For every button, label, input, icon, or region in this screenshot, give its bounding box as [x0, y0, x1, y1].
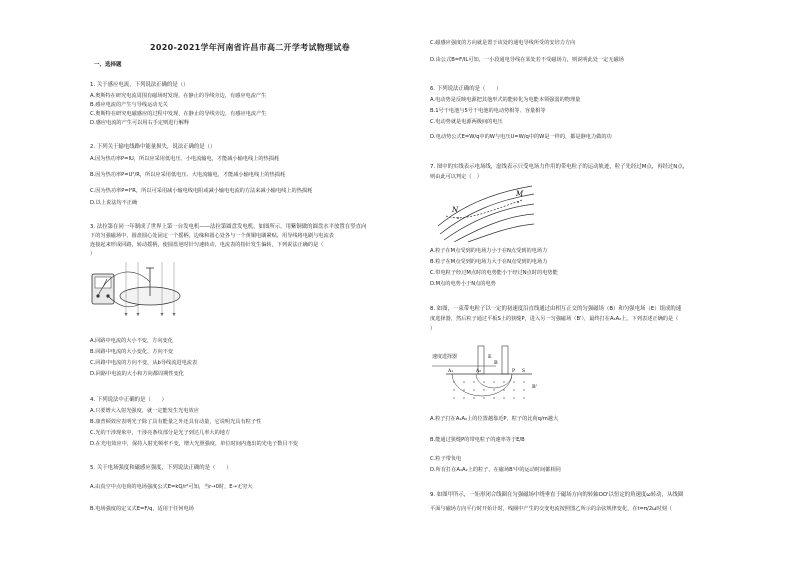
q1-option-a: A.奥斯特在研究电流周围有磁场时发现，在静止的导线旁边，有感应电流产生: [90, 93, 267, 99]
electric-field-lines-figure: [434, 182, 538, 242]
faraday-disc-figure: [90, 258, 190, 320]
point-m-label: M: [516, 190, 524, 198]
question-1-stem: 1. 关于感应电流，下列说法正确的是（）: [90, 82, 189, 88]
q2-option-c: C.因为热功率P=I²R，所以可采用减小输电线电阻或减小输电电流的方法来减小输电线上的热损耗: [90, 188, 313, 194]
question-9-line-2: 平面与磁场方向平行时开始计时，线圈中产生的交变电流按照图乙所示的余弦规律变化，在t=π/2ω时刻（: [430, 506, 672, 512]
q3-option-a: A.回路中电流的大小不变，方向变化: [90, 338, 173, 344]
q1-option-b: B.感应电流的产生与导线运动无关: [90, 102, 168, 108]
q5-option-a: A.由真空中点电荷的电场强度公式E=kQ/r²可知，当r→0时，E→无穷大: [90, 484, 253, 490]
q3-option-c: C.回路中电流的方向不变，从b导线流进电流表: [90, 360, 198, 366]
q3-option-d: D.回路中电流的大小和方向都周期性变化: [90, 371, 184, 377]
q2-option-d: D.以上说法均不正确: [90, 200, 138, 206]
section-heading: 一、选择题: [94, 62, 122, 68]
svg-text:A₂: A₂: [476, 369, 482, 374]
q6-option-b: B.1号干电池与5号干电池的电动势相等、容量相等: [430, 108, 546, 114]
point-n-label: N: [452, 206, 459, 214]
svg-text:P: P: [512, 369, 516, 374]
question-3-line-4: ）: [90, 251, 96, 257]
q7-option-b: B.粒子在M点受到的电场力大于在N点受到的电场力: [430, 259, 548, 265]
question-7-line-2: 则由此可以判定（ ）: [430, 174, 482, 180]
q5-option-d: D.由公式B=F/IL可知，一小段通电导线在某处若不受磁场力，则说明此处一定无磁场: [430, 57, 624, 63]
q4-option-c: C.光的干涉现象中，干涉亮条纹部分是光子到达几率大的地方: [90, 430, 231, 436]
q7-option-c: C.带电粒子经过M点时的电势能小于经过N点时的电势能: [430, 270, 558, 276]
svg-text:B: B: [494, 360, 498, 366]
question-6-stem: 6. 下列说法正确的是（ ）: [430, 86, 502, 92]
q2-option-b: B.因为热功率P=U²/R，所以应采用低电压、大电流输电，才能减小输电线上的热损耗: [90, 172, 286, 178]
q8-option-c: C.粒子带负电: [430, 456, 462, 462]
question-3-line-2: 下的匀强磁场中，圆盘圆心处固定一个摇柄，边缘和圆心处各与一个黄铜电刷紧贴，用导线将电刷与电流表: [90, 233, 334, 239]
question-3-line-3: 连接起来形成回路，转动摇柄，使圆盘逆时针匀速转动，电流表的指针发生偏转，下列说法正确的是（: [90, 242, 324, 248]
question-5-stem: 5. 关于电场强度和磁感应强度，下列说法正确的是（ ）: [90, 465, 232, 471]
q4-option-b: B.康普顿效应表明光子除了具有能量之外还具有动量，它说明光具有粒子性: [90, 419, 262, 425]
mass-spectrometer-figure: [432, 342, 544, 406]
svg-text:E: E: [488, 354, 492, 360]
q8-option-d: D.所有打在A₁A₂上的粒子，在磁场B'中的运动时间都相同: [430, 467, 561, 473]
q6-option-c: C.电动势就是电源两极间的电压: [430, 119, 503, 125]
question-4-stem: 4. 下列说法中正确的是（ ）: [90, 397, 167, 403]
q8-option-b: B.能通过狭缝P的带电粒子的速率等于E/B: [430, 437, 525, 443]
question-8-line-2: 度选择器，然后粒子通过平板S上的狭缝P，进入另一匀强磁场（B'），最终打在A₁A₂上。下列表述正确的是（: [430, 316, 679, 322]
question-9-line-1: 9. 如图甲所示，一矩形闭合线圈在匀强磁场中绕垂直于磁场方向的转轴OO'以恒定的角速度ω转动，从线圈: [430, 492, 684, 498]
q2-option-a: A.因为热功率P=IU，所以应采用低电压、小电流输电，才能减小输电线上的热损耗: [90, 156, 280, 162]
q7-option-a: A.粒子在M点受到的电场力小于在N点受到的电场力: [430, 248, 548, 254]
q4-option-d: D.在光电效应中，保持入射光频率不变，增大光照强度，单位时间内逸出的光电子数目不变: [90, 441, 298, 447]
q1-option-c: C.奥斯特在研究电磁感应的过程中发现，在静止的导线旁边，有感应电流产生: [90, 111, 267, 117]
svg-text:A₁: A₁: [448, 369, 454, 374]
q5-option-b: B.电场强度的定义式E=F/q，适用于任何电场: [90, 506, 194, 512]
question-3-line-1: 3. 法拉第在同一年制成了世界上第一台发电机——法拉第圆盘发电机，如图所示，用紫铜做的圆盘水平放置在竖直向: [90, 224, 367, 230]
page-title: 2020-2021学年河南省许昌市高二开学考试物理试卷: [150, 43, 350, 52]
q7-option-d: D.M点的电势小于N点的电势: [430, 281, 496, 287]
question-8-line-3: ）: [430, 326, 436, 332]
question-2-stem: 2. 下列关于输电线路中能量损失，说法正确的是（）: [90, 144, 216, 150]
question-8-line-1: 8. 如图，一束带电粒子以一定的初速度沿直线通过由相互正交的匀强磁场（B）和匀强电场（E）组成的速: [430, 306, 682, 312]
q6-option-a: A.电动势是反映电源把其他形式的能转化为电能本领强弱的物理量: [430, 97, 581, 103]
magnetic-field-dots: [453, 381, 524, 398]
question-7-line-1: 7. 图中的实线表示电场线，虚线表示只受电场力作用的带电粒子的运动轨迹，粒子先经过M点，再经过N点，: [430, 164, 689, 170]
svg-text:S: S: [522, 369, 526, 374]
q5-option-c: C.磁感应强度的方向就是置于该处的通电导线所受的安培力方向: [430, 40, 576, 46]
q8-option-a: A.粒子打在A₁A₂上的位置越靠近P，粒子的比荷q/m越大: [430, 416, 559, 422]
velocity-selector-label: 速度选择器: [432, 354, 458, 360]
q1-option-d: D.感应电流的产生可以用右手定则进行解释: [90, 120, 190, 126]
q6-option-d: D.电动势公式E=W/q中的W与电压U=W/q中的W是一样的，都是静电力做的功: [430, 134, 612, 140]
svg-text:B': B': [532, 384, 538, 390]
q3-option-b: B.回路中电流的大小变化，方向不变: [90, 349, 174, 355]
q4-option-a: A.只要增大入射光强度，就一定能发生光电效应: [90, 408, 199, 414]
